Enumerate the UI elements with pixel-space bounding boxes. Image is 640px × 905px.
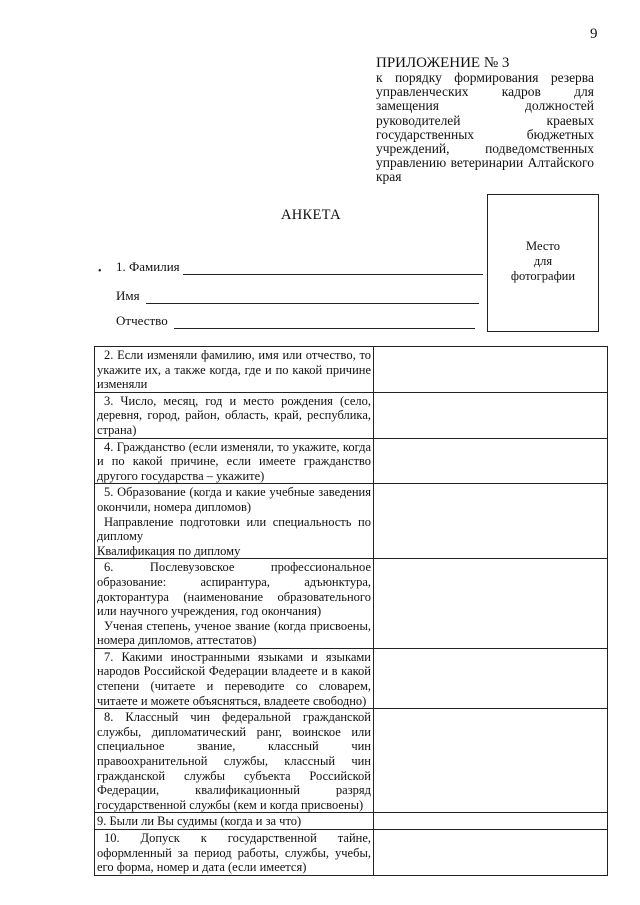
answer-cell[interactable] — [374, 559, 608, 649]
name-label: Имя — [116, 288, 140, 303]
question-text: 10. Допуск к государственной тайне, оформленный за период работы, службы, учебы, его форма, номер и дата (если имеется) — [97, 831, 371, 875]
answer-cell[interactable] — [374, 484, 608, 559]
question-text: 5. Образование (когда и какие учебные заведения окончили, номера дипломов) — [97, 485, 371, 514]
appendix-title: ПРИЛОЖЕНИЕ № 3 — [376, 55, 510, 71]
question-text: 3. Число, месяц, год и место рождения (село, деревня, город, район, область, край, республика, страна) — [97, 393, 371, 437]
photo-placeholder — [487, 194, 599, 332]
patronymic-label: Отчество — [116, 313, 168, 328]
question-text: 6. Послевузовское профессиональное образование: аспирантура, адъюнктура, докторантура (наименование образовательного или научного учреждения, год окончания) — [97, 560, 371, 619]
appendix-text: к порядку формирования резерва управленческих кадров для замещения должностей руководителей краевых государственных бюджетных учреждений, подведомственных управлению ветеринарии Алтайского края — [376, 70, 594, 185]
form-title: АНКЕТА — [281, 207, 341, 223]
question-cell — [95, 709, 374, 813]
table-row — [95, 392, 608, 438]
table-row — [95, 484, 608, 559]
table-row — [95, 648, 608, 708]
table-row — [95, 559, 608, 649]
table-row — [95, 830, 608, 876]
photo-label-line3: фотографии — [510, 269, 576, 283]
page-number: 9 — [590, 26, 598, 42]
question-text: Направление подготовки или специальность по диплому — [97, 514, 371, 544]
answer-cell[interactable] — [374, 392, 608, 438]
patronymic-field[interactable] — [116, 313, 475, 329]
answer-cell[interactable] — [374, 813, 608, 830]
patronymic-line[interactable] — [174, 314, 475, 329]
question-cell — [95, 347, 374, 393]
surname-field[interactable] — [116, 259, 483, 275]
answer-cell[interactable] — [374, 347, 608, 393]
table-row — [95, 438, 608, 484]
question-cell — [95, 484, 374, 559]
question-text: 4. Гражданство (если изменяли, то укажите, когда и по какой причине, если имеете гражданство другого государства – укажите) — [97, 439, 371, 483]
answer-cell[interactable] — [374, 709, 608, 813]
bullet-mark: • — [98, 266, 102, 277]
question-text: 8. Классный чин федеральной гражданской службы, дипломатический ранг, воинское или специальное звание, классный чин правоохранительной службы, классный чин гражданской службы субъекта Российской Федерации, квалификационный разряд государственной службы (кем и когда присвоены) — [97, 710, 371, 812]
question-text: 7. Какими иностранными языками и языками народов Российской Федерации владеете и в какой степени (читаете и переводите со словарем, читаете и можете объясняться, владеете свободно) — [97, 649, 371, 708]
photo-label-line2: для — [533, 254, 553, 268]
question-cell — [95, 438, 374, 484]
table-row — [95, 813, 608, 830]
question-text: Ученая степень, ученое звание (когда присвоены, номера дипломов, аттестатов) — [97, 618, 371, 648]
table-row — [95, 709, 608, 813]
photo-label-line1: Место — [526, 239, 560, 253]
question-cell — [95, 813, 374, 830]
question-text: 2. Если изменяли фамилию, имя или отчество, то укажите их, а также когда, где и по какой причине изменяли — [97, 348, 371, 392]
surname-line[interactable] — [183, 260, 483, 275]
questionnaire-table — [94, 346, 608, 876]
question-cell — [95, 559, 374, 649]
answer-cell[interactable] — [374, 438, 608, 484]
name-line[interactable] — [146, 289, 479, 304]
question-cell — [95, 648, 374, 708]
table-row — [95, 347, 608, 393]
question-cell — [95, 392, 374, 438]
answer-cell[interactable] — [374, 648, 608, 708]
question-text: 9. Были ли Вы судимы (когда и за что) — [97, 814, 302, 829]
answer-cell[interactable] — [374, 830, 608, 876]
question-text: Квалификация по диплому — [97, 543, 241, 558]
appendix-block — [376, 55, 594, 185]
question-cell — [95, 830, 374, 876]
surname-label: 1. Фамилия — [116, 259, 180, 274]
name-field[interactable] — [116, 288, 479, 304]
